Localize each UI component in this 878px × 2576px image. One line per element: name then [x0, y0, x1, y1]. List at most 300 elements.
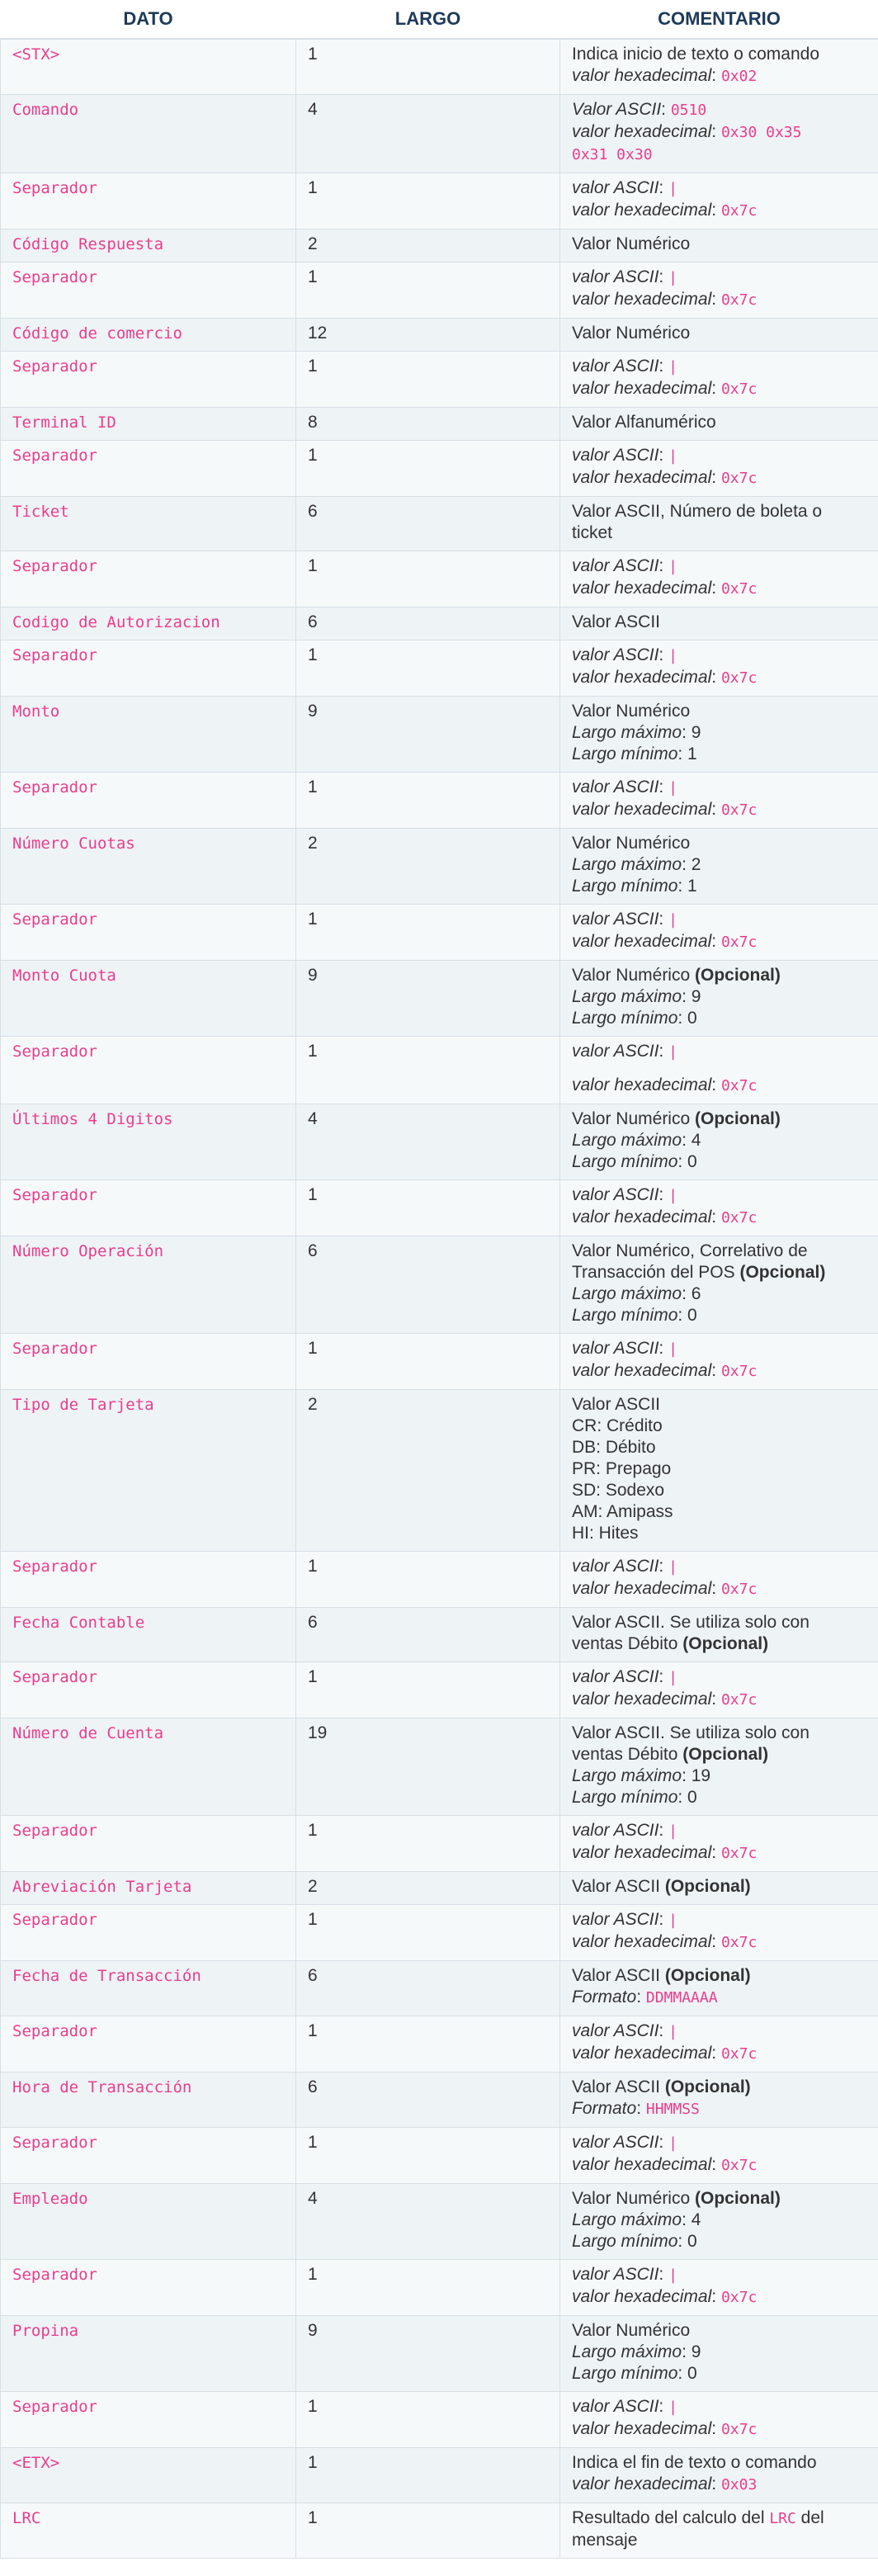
code-value: 0510: [670, 102, 707, 119]
cell-largo: 1: [296, 905, 560, 961]
comment-text: valor ASCII: [572, 178, 659, 197]
cell-comentario: [560, 1662, 878, 1718]
comment-line: [572, 2043, 866, 2065]
comment-text: valor hexadecimal: [572, 379, 712, 398]
comment-text: mensaje: [572, 2531, 638, 2550]
code-value: 0x7c: [720, 202, 758, 220]
comment-text: :: [658, 1821, 669, 1840]
comment-line: [572, 2320, 866, 2342]
cell-largo: 1: [296, 2128, 560, 2184]
comment-line: [572, 2396, 866, 2418]
comment-line: [572, 909, 866, 931]
cell-largo: 6: [296, 1961, 560, 2016]
cell-dato: Tipo de Tarjeta: [1, 1390, 296, 1552]
cell-largo: 6: [296, 1608, 560, 1662]
comment-text: valor hexadecimal: [572, 1075, 712, 1094]
comment-text: Valor ASCII: [572, 612, 660, 631]
comment-line: [572, 412, 866, 433]
table-row: [1, 2503, 878, 2559]
cell-comentario: [560, 961, 878, 1037]
comment-line: [572, 1689, 866, 1711]
comment-text: CR: Crédito: [572, 1416, 663, 1435]
code-value: |: [668, 1822, 677, 1840]
comment-text: :: [711, 1361, 721, 1380]
comment-text: :: [711, 468, 721, 487]
table-row: [1, 607, 878, 640]
cell-dato: Empleado: [1, 2184, 296, 2260]
comment-text: :: [711, 2419, 721, 2438]
comment-line: [572, 1108, 866, 1130]
header-comentario: COMENTARIO: [560, 0, 878, 39]
comment-line: [572, 2530, 866, 2551]
cell-largo: 1: [296, 551, 560, 607]
table-row: [1, 95, 878, 173]
comment-text: Formato: [572, 2099, 637, 2118]
comment-text: Valor ASCII: [572, 100, 662, 119]
table-row: [1, 1390, 878, 1552]
cell-comentario: [560, 319, 878, 352]
code-value: 0x7c: [720, 1077, 758, 1094]
comment-line: [572, 121, 866, 144]
comment-line: [572, 986, 866, 1008]
comment-line: [572, 1612, 866, 1633]
comment-line: [572, 2098, 866, 2120]
comment-text: :: [658, 910, 669, 929]
cell-dato: Separador: [1, 773, 296, 829]
comment-line: [572, 1523, 866, 1544]
comment-text: :: [711, 800, 721, 819]
cell-largo: 1: [296, 2392, 560, 2448]
cell-comentario: [560, 39, 878, 95]
comment-line: [572, 1305, 866, 1326]
comment-text: :: [658, 2021, 669, 2040]
code-value: 0x7c: [720, 291, 758, 309]
cell-comentario: [560, 1552, 878, 1608]
comment-text: :: [711, 668, 721, 687]
comment-text: valor hexadecimal: [572, 2155, 712, 2174]
cell-largo: 2: [296, 1390, 560, 1552]
cell-comentario: [560, 1180, 878, 1236]
cell-comentario: [560, 697, 878, 773]
comment-line: [572, 1241, 866, 1262]
comment-text: valor ASCII: [572, 556, 659, 575]
comment-line: [572, 2342, 866, 2363]
comment-text: : 0: [677, 1152, 697, 1171]
comment-line: [572, 1965, 866, 1987]
table-row: [1, 1718, 878, 1816]
table-row: [1, 2392, 878, 2448]
cell-comentario: [560, 607, 878, 640]
comment-line: [572, 1075, 866, 1097]
cell-largo: 6: [296, 2073, 560, 2128]
comment-text: : 19: [682, 1766, 711, 1785]
cell-dato: Fecha Contable: [1, 1608, 296, 1662]
comment-text: Largo máximo: [572, 1766, 682, 1785]
comment-text: :: [711, 66, 721, 85]
optional-label: (Opcional): [695, 966, 781, 985]
cell-largo: 4: [296, 2184, 560, 2260]
cell-largo: 1: [296, 262, 560, 319]
cell-comentario: [560, 2073, 878, 2128]
cell-dato: Comando: [1, 95, 296, 173]
cell-dato: Separador: [1, 2016, 296, 2073]
cell-dato: Monto: [1, 697, 296, 773]
comment-line: [572, 1458, 866, 1480]
table-header-row: [1, 0, 878, 39]
code-value: |: [668, 269, 677, 286]
comment-line: [572, 854, 866, 876]
code-value: 0x7c: [720, 2045, 758, 2063]
comment-line: [572, 44, 866, 65]
cell-dato: Separador: [1, 1552, 296, 1608]
comment-line: [572, 267, 866, 289]
code-value: |: [668, 647, 677, 664]
comment-text: Valor ASCII. Se utiliza solo con: [572, 1613, 810, 1632]
comment-text: valor ASCII: [572, 1185, 659, 1204]
cell-largo: 8: [296, 408, 560, 441]
cell-largo: 1: [296, 1905, 560, 1961]
code-value: |: [668, 779, 677, 796]
cell-largo: 1: [296, 1334, 560, 1390]
comment-text: :: [711, 1208, 721, 1227]
comment-text: SD: Sodexo: [572, 1481, 665, 1500]
cell-comentario: [560, 2448, 878, 2503]
cell-comentario: [560, 2392, 878, 2448]
cell-largo: 1: [296, 2503, 560, 2559]
comment-text: :: [658, 2397, 669, 2416]
cell-dato: Ticket: [1, 497, 296, 551]
code-value: 0x7c: [720, 801, 758, 819]
optional-label: (Opcional): [739, 1263, 826, 1282]
table-row: [1, 1552, 878, 1608]
comment-text: valor ASCII: [572, 2265, 659, 2284]
cell-comentario: [560, 229, 878, 262]
comment-line: [572, 1987, 866, 2009]
cell-largo: 1: [296, 1662, 560, 1718]
comment-line: [572, 1338, 866, 1360]
cell-comentario: [560, 2260, 878, 2316]
code-value: |: [668, 1912, 677, 1929]
cell-largo: 6: [296, 1236, 560, 1334]
comment-text: : 9: [682, 2342, 701, 2361]
cell-comentario: [560, 1334, 878, 1390]
table-row: [1, 697, 878, 773]
comment-line: [572, 2021, 866, 2043]
comment-text: ventas Débito: [572, 1745, 683, 1764]
cell-comentario: [560, 2184, 878, 2260]
comment-text: valor hexadecimal: [572, 290, 712, 309]
comment-line: [572, 522, 866, 544]
comment-text: :: [658, 1339, 669, 1358]
comment-line: [572, 777, 866, 799]
line-gap: [572, 1063, 866, 1075]
cell-dato: Separador: [1, 1180, 296, 1236]
comment-line: [572, 2286, 866, 2309]
comment-text: valor hexadecimal: [572, 2419, 712, 2438]
comment-text: :: [658, 357, 669, 376]
comment-line: [572, 1633, 866, 1655]
comment-text: :: [658, 1557, 669, 1576]
comment-line: [572, 2474, 866, 2496]
comment-text: :: [711, 1843, 721, 1862]
comment-line: [572, 378, 866, 400]
comment-text: : 0: [677, 1306, 697, 1325]
code-value: 0x7c: [720, 1845, 758, 1862]
comment-line: [572, 799, 866, 821]
code-value: |: [668, 1043, 677, 1061]
comment-text: ticket: [572, 523, 613, 542]
comment-line: [572, 200, 866, 222]
cell-dato: <ETX>: [1, 2448, 296, 2503]
code-value: 0x7c: [720, 470, 758, 487]
comment-text: : 2: [682, 855, 701, 874]
table-row: [1, 441, 878, 497]
cell-dato: Codigo de Autorizacion: [1, 607, 296, 640]
cell-largo: 1: [296, 39, 560, 95]
comment-text: Valor Numérico: [572, 324, 691, 343]
comment-text: valor hexadecimal: [572, 468, 712, 487]
comment-text: ventas Débito: [572, 1634, 683, 1653]
cell-comentario: [560, 2016, 878, 2073]
cell-comentario: [560, 1608, 878, 1662]
cell-dato: Código Respuesta: [1, 229, 296, 262]
comment-text: valor hexadecimal: [572, 932, 712, 951]
code-value: |: [668, 2399, 677, 2416]
cell-largo: 1: [296, 173, 560, 229]
comment-line: [572, 833, 866, 854]
comment-line: [572, 1041, 866, 1063]
cell-dato: Separador: [1, 441, 296, 497]
code-value: DDMMAAAA: [645, 1989, 718, 2006]
cell-comentario: [560, 262, 878, 319]
comment-line: [572, 1437, 866, 1458]
cell-comentario: [560, 773, 878, 829]
comment-line: [572, 2210, 866, 2231]
comment-text: Largo mínimo: [572, 1788, 678, 1807]
cell-dato: Fecha de Transacción: [1, 1961, 296, 2016]
table-row: [1, 1037, 878, 1104]
comment-line: [572, 445, 866, 467]
code-value: 0x7c: [720, 2157, 758, 2174]
comment-text: :: [711, 1579, 721, 1598]
comment-line: [572, 1207, 866, 1229]
comment-text: valor ASCII: [572, 1042, 659, 1061]
comment-text: :: [711, 1075, 721, 1094]
comment-text: valor ASCII: [572, 2133, 659, 2152]
table-row: [1, 1608, 878, 1662]
comment-text: : 0: [677, 1788, 697, 1807]
comment-text: :: [658, 778, 669, 796]
code-value: LRC: [769, 2510, 796, 2527]
comment-line: [572, 234, 866, 255]
code-value: |: [668, 2023, 677, 2040]
table-row: [1, 1662, 878, 1718]
comment-text: : 1: [677, 744, 697, 763]
cell-dato: <STX>: [1, 39, 296, 95]
comment-text: Valor ASCII: [572, 2077, 665, 2096]
table-row: [1, 551, 878, 607]
comment-text: : 9: [682, 987, 701, 1006]
cell-comentario: [560, 2503, 878, 2559]
table-row: [1, 773, 878, 829]
cell-largo: 1: [296, 1180, 560, 1236]
header-dato: DATO: [1, 0, 296, 39]
comment-text: valor hexadecimal: [572, 2044, 712, 2063]
cell-largo: 9: [296, 697, 560, 773]
code-value: 0x7c: [720, 669, 758, 687]
table-row: [1, 2128, 878, 2184]
comment-line: [572, 323, 866, 344]
cell-largo: 1: [296, 1552, 560, 1608]
comment-line: [572, 2077, 866, 2098]
comment-text: valor hexadecimal: [572, 1579, 712, 1598]
comment-text: :: [711, 379, 721, 398]
table-row: [1, 408, 878, 441]
comment-text: valor ASCII: [572, 446, 659, 465]
table-body: [1, 39, 878, 2559]
comment-text: :: [661, 100, 671, 119]
comment-line: [572, 1723, 866, 1744]
comment-text: Valor Numérico: [572, 702, 691, 721]
comment-line: [572, 876, 866, 897]
cell-comentario: [560, 829, 878, 905]
comment-line: [572, 65, 866, 87]
comment-line: [572, 2452, 866, 2474]
comment-text: :: [711, 201, 721, 220]
comment-text: Largo máximo: [572, 1284, 682, 1303]
cell-largo: 9: [296, 961, 560, 1037]
comment-line: [572, 1283, 866, 1305]
comment-text: : 6: [682, 1284, 701, 1303]
comment-line: [572, 555, 866, 578]
cell-largo: 4: [296, 1104, 560, 1180]
code-value: 0x7c: [720, 380, 758, 398]
comment-text: :: [658, 556, 669, 575]
code-value: 0x7c: [720, 1691, 758, 1709]
comment-line: [572, 2418, 866, 2441]
comment-text: Valor Numérico: [572, 2321, 691, 2340]
cell-comentario: [560, 497, 878, 551]
cell-dato: Código de comercio: [1, 319, 296, 352]
comment-line: [572, 1556, 866, 1578]
cell-comentario: [560, 1718, 878, 1816]
comment-text: AM: Amipass: [572, 1502, 673, 1521]
comment-line: [572, 578, 866, 600]
cell-comentario: [560, 352, 878, 408]
cell-dato: Separador: [1, 2260, 296, 2316]
cell-dato: Separador: [1, 173, 296, 229]
comment-line: [572, 177, 866, 200]
comment-line: [572, 2154, 866, 2177]
cell-largo: 4: [296, 95, 560, 173]
table-row: [1, 640, 878, 697]
comment-text: valor hexadecimal: [572, 668, 712, 687]
cell-dato: Monto Cuota: [1, 961, 296, 1037]
comment-text: Largo máximo: [572, 1131, 682, 1150]
cell-comentario: [560, 408, 878, 441]
comment-text: valor ASCII: [572, 778, 659, 796]
comment-line: [572, 1578, 866, 1600]
table-row: [1, 352, 878, 408]
comment-line: [572, 931, 866, 953]
comment-text: :: [658, 645, 669, 664]
comment-text: :: [658, 1185, 669, 1204]
optional-label: (Opcional): [664, 1966, 751, 1985]
comment-text: Largo máximo: [572, 987, 682, 1006]
table-row: [1, 905, 878, 961]
comment-text: Valor Numérico: [572, 1109, 695, 1128]
cell-largo: 2: [296, 829, 560, 905]
comment-line: [572, 1130, 866, 1151]
comment-line: [572, 1008, 866, 1029]
table-row: [1, 1905, 878, 1961]
comment-text: :: [658, 1910, 669, 1929]
cell-largo: 2: [296, 229, 560, 262]
comment-text: valor ASCII: [572, 910, 659, 929]
comment-line: [572, 1931, 866, 1954]
comment-text: Valor Numérico: [572, 966, 695, 985]
comment-text: DB: Débito: [572, 1438, 656, 1457]
comment-line: [572, 1876, 866, 1898]
comment-line: [572, 1262, 866, 1283]
comment-text: valor hexadecimal: [572, 2287, 712, 2306]
comment-text: :: [711, 2155, 721, 2174]
code-value: 0x30 0x35: [720, 124, 802, 141]
cell-dato: Hora de Transacción: [1, 2073, 296, 2128]
comment-text: Largo mínimo: [572, 1152, 678, 1171]
comment-text: valor ASCII: [572, 2021, 659, 2040]
code-value: 0x31 0x30: [572, 146, 653, 163]
code-value: 0x7c: [720, 934, 758, 951]
comment-line: [572, 1787, 866, 1808]
comment-line: [572, 667, 866, 689]
cell-comentario: [560, 1390, 878, 1552]
cell-dato: Terminal ID: [1, 408, 296, 441]
comment-text: Indica inicio de texto o comando: [572, 45, 820, 64]
code-value: |: [668, 1187, 677, 1204]
code-value: HHMMSS: [645, 2101, 700, 2118]
table-row: [1, 1104, 878, 1180]
optional-label: (Opcional): [664, 1877, 751, 1896]
cell-comentario: [560, 1872, 878, 1905]
table-row: [1, 961, 878, 1037]
comment-text: : 4: [682, 2210, 701, 2229]
comment-line: [572, 1909, 866, 1931]
comment-text: Valor ASCII, Número de boleta o: [572, 502, 823, 521]
cell-comentario: [560, 1961, 878, 2016]
cell-largo: 6: [296, 497, 560, 551]
comment-line: [572, 289, 866, 311]
code-value: 0x7c: [720, 2421, 758, 2438]
comment-text: Largo máximo: [572, 2210, 682, 2229]
comment-text: Indica el fin de texto o comando: [572, 2453, 817, 2472]
cell-comentario: [560, 173, 878, 229]
table-row: [1, 1816, 878, 1872]
cell-largo: 1: [296, 773, 560, 829]
table-row: [1, 1236, 878, 1334]
comment-text: :: [658, 2133, 669, 2152]
cell-dato: Últimos 4 Digitos: [1, 1104, 296, 1180]
cell-dato: Número Operación: [1, 1236, 296, 1334]
comment-text: valor ASCII: [572, 1821, 659, 1840]
comment-text: valor ASCII: [572, 1667, 659, 1686]
cell-dato: Número Cuotas: [1, 829, 296, 905]
comment-text: valor hexadecimal: [572, 1208, 712, 1227]
table-row: [1, 1961, 878, 2016]
comment-text: Valor ASCII: [572, 1966, 665, 1985]
comment-line: [572, 501, 866, 522]
cell-comentario: [560, 905, 878, 961]
